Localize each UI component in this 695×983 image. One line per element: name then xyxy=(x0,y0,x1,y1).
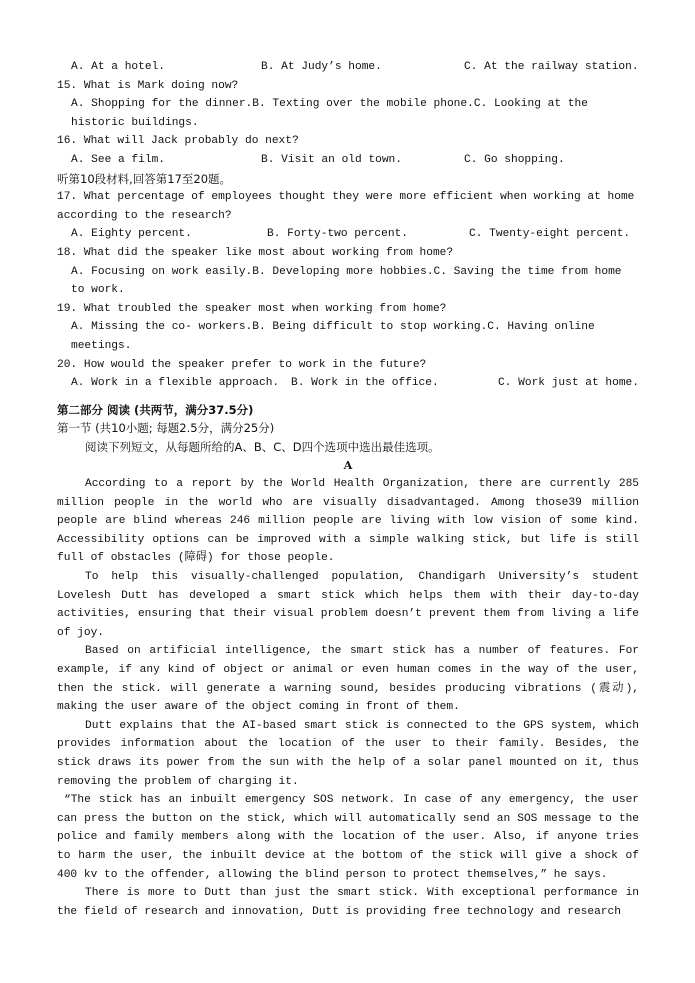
part-two-title: 第二部分 阅读 (共两节，满分37.5分) xyxy=(57,402,254,417)
q14-options xyxy=(57,58,639,77)
q20-option-c: C. Work just at home. xyxy=(498,377,639,390)
q17-question: 17. What percentage of employees thought they were more efficient when working at home according to the research? xyxy=(57,191,635,222)
q17-option-a: A. Eighty percent. xyxy=(71,228,192,241)
q20-option-a: A. Work in a flexible approach. xyxy=(71,377,280,390)
q14-option-c: C. At the railway station. xyxy=(464,61,639,73)
q14-option-b: B. At Judy’s home. xyxy=(261,61,382,73)
q16-options xyxy=(57,151,639,170)
q18-question: 18. What did the speaker like most about working from home? xyxy=(57,246,454,259)
q15-question: 15. What is Mark doing now? xyxy=(57,79,239,92)
passage-paragraph-5: “The stick has an inbuilt emergency SOS network. In case of any emergency, the user can press the button on the stick, which will automatically send an SOS message to the police and family members along with the location of the user. Also, if anyone tries to harm the user, the inbuilt device at the bottom of the stick will give a shock of 400 kv to the offender, allowing the blind person to protect themselves,” he says. xyxy=(57,794,639,881)
q20-options xyxy=(57,374,639,393)
q16-question: 16. What will Jack probably do next? xyxy=(57,135,299,148)
q17-option-c: C. Twenty-eight percent. xyxy=(469,228,631,241)
passage-label: A xyxy=(343,458,353,473)
passage-paragraph-2: To help this visually-challenged population, Chandigarh University’s student Lovelesh Dutt has developed a smart stick which helps them with their day-to-day activities, ensuring that their visual problem doesn’t prevent them from living a life of joy. xyxy=(57,571,639,639)
q16-option-c: C. Go shopping. xyxy=(464,153,565,166)
passage-paragraph-1: According to a report by the World Health Organization, there are currently 285 million people in the world who are visually disadvantaged. Among those39 million people are blind whereas 246 million people are living with low vision of some kind. Accessibility options can be improved with a simple walking stick, but life is still full of obstacles (障碍) for those people. xyxy=(57,478,639,565)
q17-option-b: B. Forty-two percent. xyxy=(267,228,408,241)
q14-option-a: A. At a hotel. xyxy=(71,61,165,73)
q17-options xyxy=(57,225,639,244)
q18-options: A. Focusing on work easily.B. Developing more hobbies.C. Saving the time from home to work. xyxy=(71,265,622,297)
section-one-title: 第一节 (共10小题; 每题2.5分，满分25分) xyxy=(57,421,275,436)
q19-options: A. Missing the co- workers.B. Being difficult to stop working.C. Having online meetings. xyxy=(71,321,595,352)
reading-instruction: 阅读下列短文，从每题所给的A、B、C、D四个选项中选出最佳选项。 xyxy=(85,439,440,454)
q19-question: 19. What troubled the speaker most when working from home? xyxy=(57,302,447,315)
q20-option-b: B. Work in the office. xyxy=(291,377,439,390)
q20-question: 20. How would the speaker prefer to work in the future? xyxy=(57,358,427,371)
q16-option-b: B. Visit an old town. xyxy=(261,153,402,166)
q15-options: A. Shopping for the dinner.B. Texting over the mobile phone.C. Looking at the historic buildings. xyxy=(71,98,588,129)
passage-paragraph-3: Based on artificial intelligence, the smart stick has a number of features. For example, if any kind of object or animal or even human comes in the way of the user, then the stick. will generate a warning sound, besides producing vibrations (震动), making the user aware of the object coming in front of them. xyxy=(57,645,639,714)
passage-paragraph-4: Dutt explains that the AI-based smart stick is connected to the GPS system, which provides information about the location of the user to their family. Besides, the stick draws its power from the sun with the help of a solar panel mounted on it, thus removing the problem of charging it. xyxy=(57,719,639,788)
section-10-heading: 听第10段材料,回答第17至20题。 xyxy=(57,171,232,186)
q16-option-a: A. See a film. xyxy=(71,153,165,166)
passage-paragraph-6: There is more to Dutt than just the smart stick. With exceptional performance in the field of research and innovation, Dutt is providing free technology and research xyxy=(57,887,639,918)
